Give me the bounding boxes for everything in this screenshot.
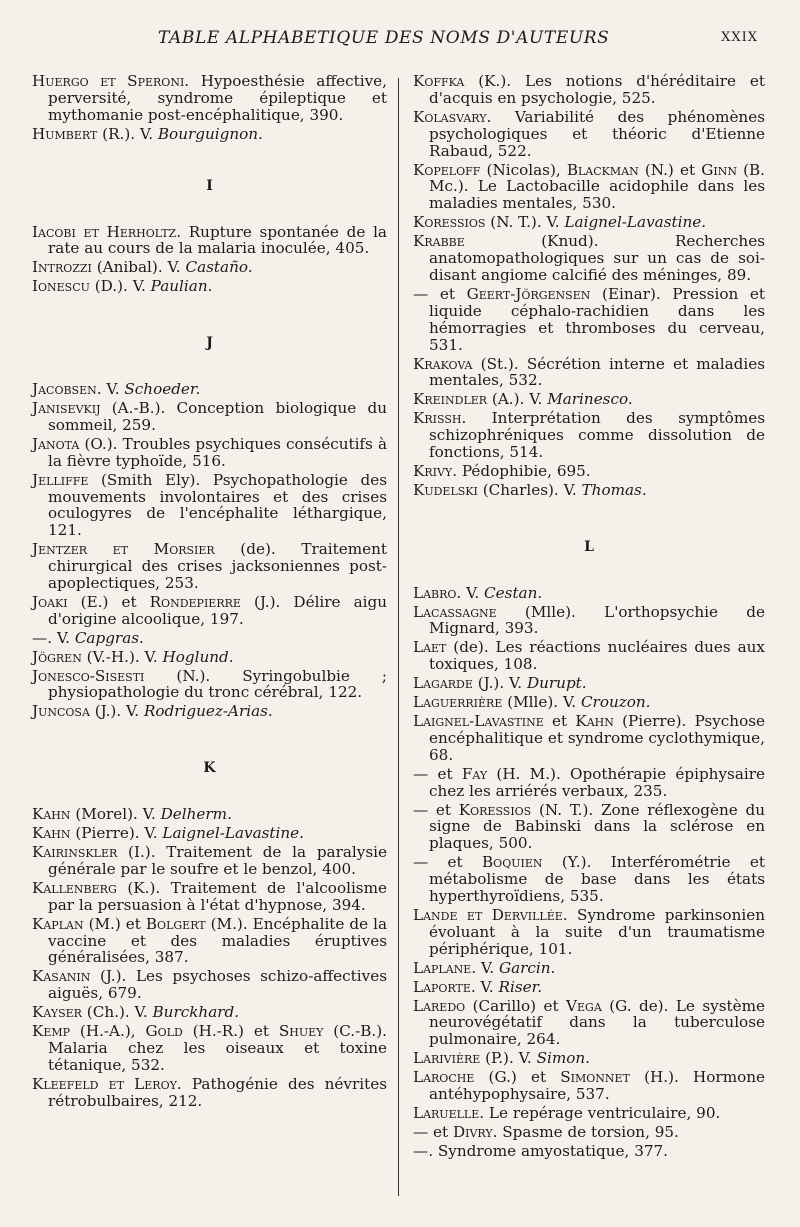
entry-text: (H.). Hormone antéhypophysaire, 537. (429, 1068, 766, 1104)
entry-text: . Interprétation des symptômes schizophréniques comme dissolution de fonctions, 514. (429, 409, 765, 462)
author-name: Jelliffe (32, 470, 89, 489)
author-name: Kahn (32, 824, 71, 843)
index-entry (32, 968, 387, 1002)
author-name: Kaplan (32, 914, 84, 933)
entry-text: (Nicolas), (480, 160, 567, 179)
author-name: Kahn (32, 805, 71, 824)
see-reference: Bourguignon. (157, 124, 263, 143)
author-name: Kasanin (32, 967, 91, 986)
author-name: Kahn (575, 712, 614, 730)
author-name: Kleefeld et Leroy (32, 1074, 177, 1093)
author-name: Kopeloff (413, 160, 481, 179)
column-divider (398, 78, 399, 1196)
author-name: Kayser (32, 1003, 82, 1022)
index-entry (413, 1105, 765, 1122)
entry-text: (Charles). V. (477, 480, 582, 499)
entry-text: (Einar). Pression et liquide céphalo-rachidien dans les hémorragies et thromboses du cerveau, 531. (429, 284, 765, 354)
entry-text: . V. (471, 958, 499, 977)
see-reference: Crouzon. (580, 693, 651, 712)
author-name: Krabbe (413, 232, 465, 251)
entry-text: — et (413, 764, 462, 783)
author-name: Kemp (32, 1022, 71, 1041)
entry-text: (G.) et (474, 1068, 561, 1087)
entry-text: (P.). V. (480, 1049, 537, 1068)
see-reference: Garcin. (498, 958, 556, 977)
see-reference: Laignel-Lavastine. (162, 824, 304, 843)
entry-text: (Y.). Interférométrie et métabolisme de base dans les états hyperthyroïdiens, 535. (429, 853, 765, 906)
index-entry (413, 960, 765, 977)
entry-text: —. Syndrome amyostatique, 377. (413, 1141, 669, 1160)
entry-text: (J.). Délire aigu d'origine alcoolique, 197. (48, 592, 387, 628)
entry-text: . Spasme de torsion, 95. (492, 1122, 679, 1141)
entry-text: . Rupture spontanée de la rate au cours de la malaria inoculée, 405. (48, 222, 387, 258)
see-reference: Burckhard. (152, 1003, 240, 1022)
entry-text: (N.) et (638, 160, 702, 179)
author-name: Blackman (566, 160, 639, 179)
author-name: Geert-Jörgensen (466, 284, 591, 303)
author-name: Laplane (413, 958, 472, 977)
index-entry (32, 825, 387, 842)
author-name: Koffka (413, 72, 465, 90)
author-name: Jonesco-Sisesti (32, 666, 145, 685)
index-entry (413, 766, 765, 800)
author-name: Labro (413, 583, 457, 602)
index-entry (413, 854, 765, 905)
entry-text: (N. T.). Zone réflexogène du signe de Babinski dans la sclérose en plaques, 500. (429, 800, 765, 853)
entry-text: (N. T.). V. (485, 213, 565, 232)
author-name: Iacobi et Herholtz (32, 222, 177, 241)
running-head (0, 28, 800, 52)
author-name: Laruelle (413, 1103, 480, 1122)
index-entry (32, 1023, 387, 1074)
index-entry (32, 1076, 387, 1110)
author-name: Fay (461, 764, 488, 783)
author-name: Lagarde (413, 674, 473, 693)
author-name: Vega (566, 996, 602, 1015)
see-reference: Laignel-Lavastine. (564, 213, 707, 232)
author-name: Koressios (413, 213, 486, 232)
author-name: Simonnet (560, 1068, 630, 1087)
index-entry (413, 675, 765, 692)
author-name: Jögren (32, 647, 82, 666)
index-entry (413, 214, 765, 231)
index-entry (413, 391, 765, 408)
entry-text: (M.). Encéphalite de la vaccine et des maladies éruptives généralisées, 387. (48, 914, 388, 967)
author-name: Humbert (32, 124, 98, 143)
see-reference: Delherm. (160, 805, 232, 824)
author-name: Introzzi (32, 258, 92, 277)
index-entry (32, 649, 387, 666)
entry-text: (A.-B.). Conception biologique du sommeil, 259. (48, 398, 387, 434)
author-name: Krakova (413, 354, 473, 373)
author-name: Laporte (413, 977, 471, 996)
index-entry (32, 259, 387, 276)
author-name: Laignel-Lavastine (413, 712, 544, 730)
entry-text: — et (413, 1122, 453, 1141)
entry-text: (B. Mc.). Le Lactobacille acidophile dans les maladies mentales, 530. (429, 160, 765, 213)
see-reference: Thomas. (581, 480, 647, 499)
entry-text: (J.). V. (472, 674, 527, 693)
entry-text: (Anibal). V. (91, 258, 186, 277)
entry-text: . Hypoesthésie affective, perversité, syndrome épileptique et mythomanie post-encéphalitique, 390. (48, 72, 387, 124)
author-name: Boquien (482, 853, 543, 872)
author-name: Jacobsen (32, 380, 97, 399)
entry-text: . V. (96, 380, 125, 399)
entry-text: — et (413, 800, 459, 819)
entry-text: (C.-B.). Malaria chez les oiseaux et toxine tétanique, 532. (48, 1022, 387, 1074)
index-entry (32, 541, 387, 592)
index-entry (32, 436, 387, 470)
see-reference: Capgras. (74, 628, 144, 647)
index-entry (413, 979, 765, 996)
author-name: Ginn (701, 160, 737, 179)
entry-text: (H.-A.), (70, 1022, 146, 1041)
entry-text: . Pédophibie, 695. (452, 461, 591, 480)
index-entry (413, 233, 765, 284)
index-entry (413, 639, 765, 673)
entry-text: (D.). V. (89, 277, 151, 296)
author-name: Krivy (413, 461, 453, 480)
entry-text: (Ch.). V. (81, 1003, 153, 1022)
author-name: Larivière (413, 1049, 481, 1068)
entry-text: (N.). Syringobulbie ; physiopathologie du tronc cérébral, 122. (48, 666, 387, 702)
index-entry (413, 713, 765, 764)
entry-text: (O.). Troubles psychiques consécutifs à la fièvre typhoïde, 516. (48, 434, 387, 470)
author-name: Juncosa (32, 702, 90, 721)
index-entry (32, 806, 387, 823)
index-entry (413, 694, 765, 711)
entry-text: (V.-H.). V. (81, 647, 163, 666)
section-letter-k: K (203, 760, 216, 777)
entry-text: (St.). Sécrétion interne et maladies mentales, 532. (429, 354, 765, 390)
author-name: Laredo (413, 996, 466, 1015)
index-entry (32, 1004, 387, 1021)
index-entry (413, 907, 765, 958)
section-letter-j: J (206, 335, 213, 352)
entry-text: (J.). V. (89, 702, 144, 721)
author-name: Bolgert (145, 914, 206, 933)
index-entry (32, 703, 387, 720)
see-reference: Durupt. (526, 674, 587, 693)
entry-text: (Pierre). Psychose encéphalitique et syndrome cyclothymique, 68. (429, 712, 765, 764)
entry-text: (Carillo) et (465, 996, 567, 1015)
index-entry (413, 1050, 765, 1067)
section-letter-i: I (206, 177, 213, 194)
author-name: Laguerrière (413, 693, 503, 712)
see-reference: Castaño. (185, 258, 253, 277)
index-entry (32, 400, 387, 434)
index-entry (413, 585, 765, 602)
see-reference: Paulian. (150, 277, 213, 296)
index-entry (32, 278, 387, 295)
entry-text: (K.). Les notions d'héréditaire et d'acquis en psychologie, 525. (429, 72, 765, 107)
entry-text: . V. (456, 583, 485, 602)
index-entry (413, 286, 765, 354)
see-reference: Rodriguez-Arias. (143, 702, 273, 721)
entry-text: (G. de). Le système neurovégétatif dans la tuberculose pulmonaire, 264. (429, 996, 765, 1049)
author-name: Shuey (278, 1022, 324, 1041)
entry-text: (H.-R.) et (182, 1022, 279, 1041)
index-entry (413, 162, 765, 213)
index-entry (32, 126, 387, 143)
author-name: Kolasvary (413, 107, 487, 126)
index-entry (413, 463, 765, 480)
author-name: Lande et Dervillée (413, 905, 563, 924)
section-letter-l: L (584, 538, 594, 555)
author-name: Rondepierre (149, 592, 241, 611)
index-entry (32, 381, 387, 398)
left-column (32, 73, 387, 1112)
see-reference: Marinesco. (547, 390, 633, 409)
entry-text: (K.). Traitement de l'alcoolisme par la persuasion à l'état d'hypnose, 394. (48, 878, 387, 914)
index-entry (32, 594, 387, 628)
index-entry (413, 410, 765, 461)
index-entry (413, 356, 765, 390)
author-name: Kairinskler (32, 843, 118, 861)
entry-text: . V. (470, 977, 499, 996)
index-entry (32, 844, 387, 878)
see-reference: Riser. (498, 977, 543, 996)
entry-text: (J.). Les psychoses schizo-affectives aiguës, 679. (48, 967, 387, 1003)
entry-text: (I.). Traitement de la paralysie générale par le soufre et le benzol, 400. (48, 843, 387, 878)
entry-text: —. V. (32, 628, 75, 647)
entry-text: (H. M.). Opothérapie épiphysaire chez les arriérés verbaux, 235. (429, 764, 765, 800)
index-entry (413, 1124, 765, 1141)
index-entry (413, 1143, 765, 1160)
author-name: Koressios (458, 800, 532, 819)
index-entry (413, 482, 765, 499)
see-reference: Hoglund. (162, 647, 234, 666)
index-entry (32, 880, 387, 914)
entry-text: . Le repérage ventriculaire, 90. (479, 1103, 721, 1122)
entry-text: (Knud). Recherches anatomopathologiques sur un cas de soi-disant angiome calcifié des méninges, 89. (429, 232, 765, 284)
entry-text: (Mlle). V. (502, 693, 581, 712)
index-entry (32, 668, 387, 702)
index-entry (32, 916, 387, 967)
index-entry (32, 630, 387, 647)
entry-text: et (543, 712, 576, 730)
index-entry (413, 1069, 765, 1103)
page-title: TABLE ALPHABETIQUE DES NOMS D'AUTEURS (158, 28, 610, 48)
entry-text: (Pierre). V. (70, 824, 163, 843)
author-name: Lacassagne (413, 602, 497, 621)
index-entry (32, 73, 387, 124)
author-name: Joaki (32, 592, 68, 611)
see-reference: Simon. (536, 1049, 590, 1068)
entry-text: (Morel). V. (70, 805, 161, 824)
index-entry (413, 73, 765, 107)
entry-text: (Mlle). L'orthopsychie de Mignard, 393. (429, 602, 765, 638)
entry-text: — et (413, 853, 483, 872)
entry-text: (de). Traitement chirurgical des crises jacksoniennes post-apoplectiques, 253. (48, 540, 387, 593)
author-name: Janisevkij (32, 398, 101, 417)
author-name: Kreindler (413, 390, 488, 409)
author-name: Divry (452, 1122, 493, 1141)
author-name: Kallenberg (32, 878, 117, 897)
entry-text: (E.) et (67, 592, 150, 611)
entry-text: (M.) et (83, 914, 146, 933)
page-number: XXIX (721, 30, 758, 45)
index-entry (413, 998, 765, 1049)
index-entry (413, 604, 765, 638)
entry-text: . Syndrome parkinsonien évoluant à la suite d'un traumatisme périphérique, 101. (429, 905, 765, 958)
entry-text: (de). Les réactions nucléaires dues aux toxiques, 108. (429, 638, 765, 674)
index-entry (32, 224, 387, 258)
author-name: Krissh (413, 409, 462, 428)
author-name: Huergo et Speroni (32, 72, 185, 90)
author-name: Laet (413, 638, 447, 657)
entry-text: (R.). V. (97, 124, 158, 143)
entry-text: (A.). V. (487, 390, 548, 409)
entry-text: — et (413, 284, 467, 303)
author-name: Janota (32, 434, 80, 453)
author-name: Gold (145, 1022, 183, 1041)
author-name: Ionescu (32, 277, 90, 296)
right-column (413, 73, 765, 1162)
index-entry (413, 802, 765, 853)
author-name: Jentzer et Morsier (32, 540, 215, 559)
entry-text: . Pathogénie des névrites rétrobulbaires, 212. (48, 1074, 388, 1110)
see-reference: Cestan. (484, 583, 543, 602)
author-name: Laroche (413, 1068, 475, 1087)
see-reference: Schoeder. (124, 380, 201, 399)
entry-text: (Smith Ely). Psychopathologie des mouvements involontaires et des crises oculogyres de l'encéphalite léthargique, 121. (48, 470, 387, 540)
index-entry (413, 109, 765, 160)
entry-text: . Variabilité des phénomènes psychologiques et théoric d'Etienne Rabaud, 522. (429, 107, 765, 160)
author-name: Kudelski (413, 480, 478, 499)
index-entry (32, 472, 387, 540)
